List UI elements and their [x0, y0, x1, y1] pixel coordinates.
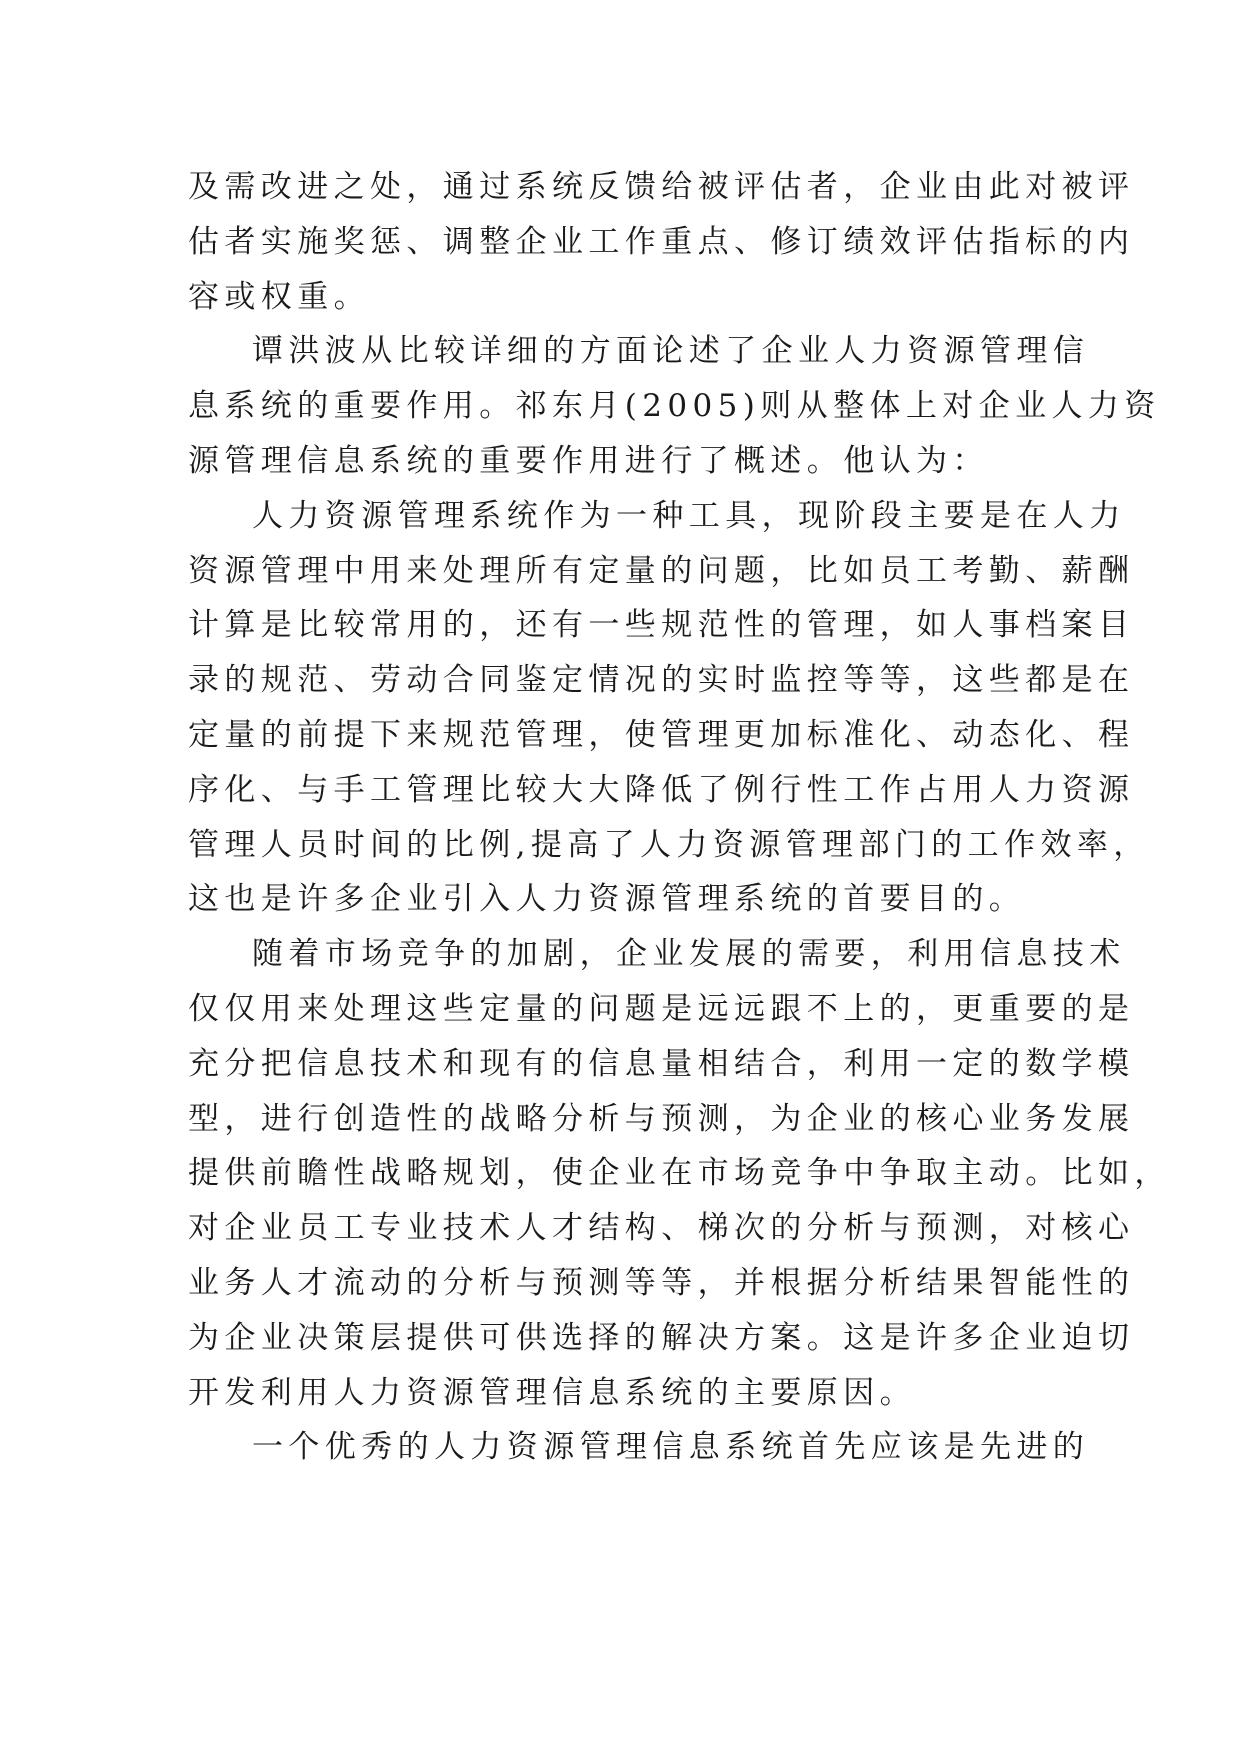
document-body	[188, 160, 1171, 1475]
text-line: 息系统的重要作用。祁东月(2005)则从整体上对企业人力资	[188, 388, 1161, 425]
text-line: 管理人员时间的比例,提高了人力资源管理部门的工作效率，	[188, 826, 1150, 863]
paragraph-first-line: 谭洪波从比较详细的方面论述了企业人力资源管理信	[252, 333, 1090, 370]
paragraph-first-line: 随着市场竞争的加剧，企业发展的需要，利用信息技术	[252, 936, 1126, 973]
text-line: 充分把信息技术和现有的信息量相结合，利用一定的数学模	[188, 1045, 1135, 1082]
text-line: 及需改进之处，通过系统反馈给被评估者，企业由此对被评	[188, 169, 1135, 205]
paragraph-first-line: 人力资源管理系统作为一种工具，现阶段主要是在人力	[252, 497, 1126, 534]
text-line: 这也是许多企业引入人力资源管理系统的首要目的。	[188, 881, 1026, 918]
text-line: 容或权重。	[188, 278, 370, 315]
text-line: 定量的前提下来规范管理，使管理更加标准化、动态化、程	[188, 716, 1135, 753]
text-line: 资源管理中用来处理所有定量的问题，比如员工考勤、薪酬	[188, 552, 1135, 589]
text-line: 提供前瞻性战略规划，使企业在市场竞争中争取主动。比如，	[188, 1155, 1171, 1192]
paragraph-first-line: 一个优秀的人力资源管理信息系统首先应该是先进的	[252, 1429, 1090, 1466]
text-line: 仅仅用来处理这些定量的问题是远远跟不上的，更重要的是	[188, 990, 1135, 1027]
text-line: 源管理信息系统的重要作用进行了概述。他认为：	[188, 442, 989, 479]
text-line: 计算是比较常用的，还有一些规范性的管理，如人事档案目	[188, 607, 1135, 644]
text-line: 序化、与手工管理比较大大降低了例行性工作占用人力资源	[188, 771, 1135, 808]
text-line: 估者实施奖惩、调整企业工作重点、修订绩效评估指标的内	[188, 223, 1135, 260]
text-line: 型，进行创造性的战略分析与预测，为企业的核心业务发展	[188, 1100, 1135, 1137]
text-line: 业务人才流动的分析与预测等等，并根据分析结果智能性的	[188, 1264, 1135, 1301]
text-line: 开发利用人力资源管理信息系统的主要原因。	[188, 1374, 916, 1411]
text-line: 对企业员工专业技术人才结构、梯次的分析与预测，对核心	[188, 1210, 1135, 1247]
text-line: 录的规范、劳动合同鉴定情况的实时监控等等，这些都是在	[188, 662, 1135, 699]
text-line: 为企业决策层提供可供选择的解决方案。这是许多企业迫切	[188, 1319, 1135, 1356]
